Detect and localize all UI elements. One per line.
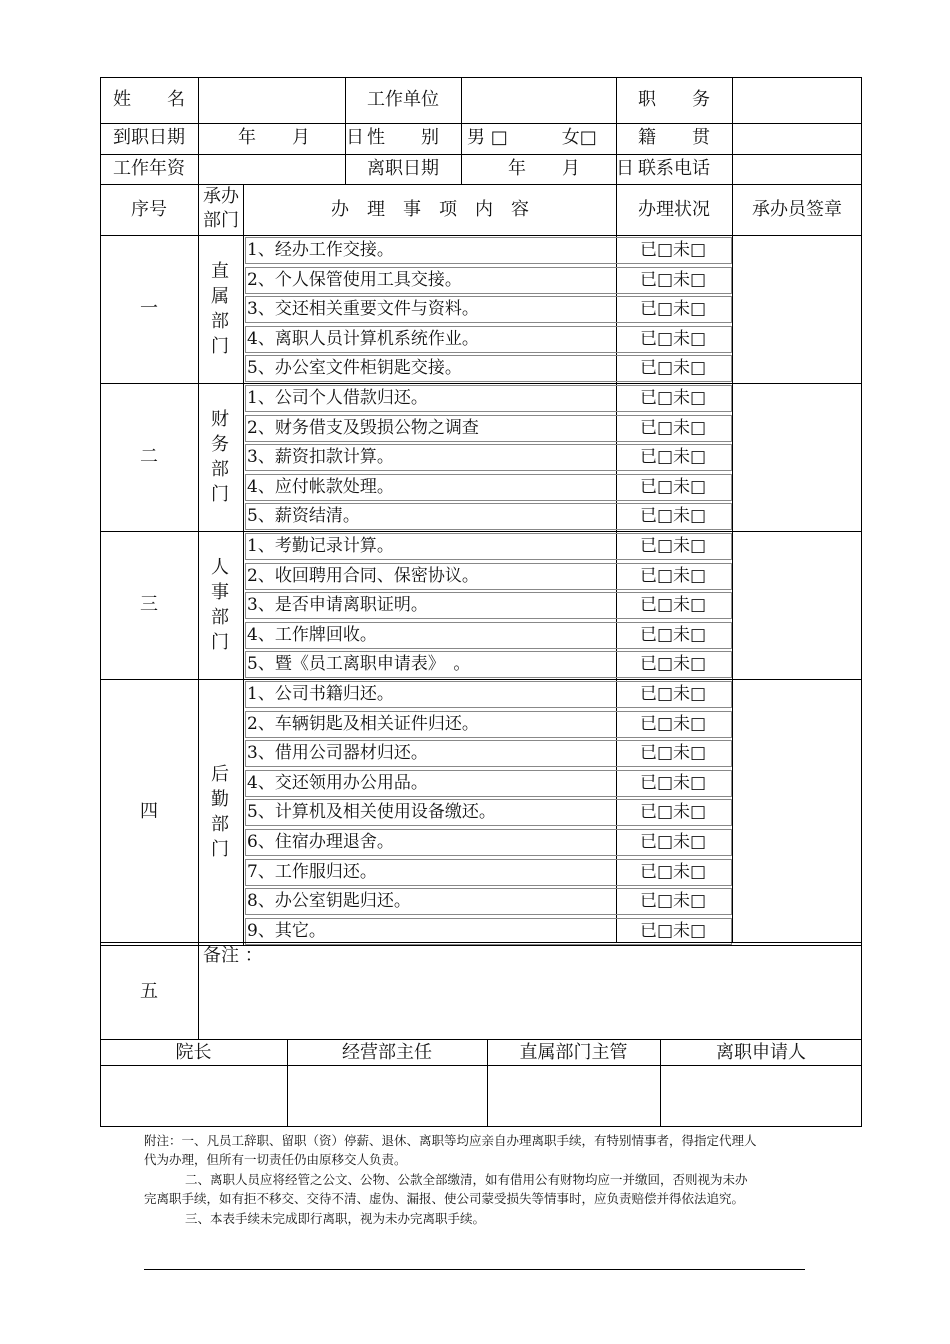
status-checkbox[interactable]: 已□未□ [640, 447, 707, 467]
status-checkbox[interactable]: 已□未□ [640, 773, 707, 793]
status-checkbox[interactable]: 已□未□ [640, 299, 707, 319]
checklist-item: 1、公司个人借款归还。 [247, 388, 428, 408]
section-no: 三 [140, 594, 158, 615]
checklist-item: 2、个人保管使用工具交接。 [247, 270, 462, 290]
checklist-item: 3、薪资扣款计算。 [247, 447, 394, 467]
gender-options[interactable]: 男 □ 女□ [467, 127, 597, 148]
origin-label: 籍 贯 [638, 127, 710, 148]
section-dept [200, 259, 240, 359]
status-checkbox[interactable]: 已□未□ [640, 388, 707, 408]
note-line-4: 完离职手续，如有拒不移交、交待不清、虚伪、漏报、使公司蒙受损失等情事时，应负责赔偿并得依法追究。 [144, 1191, 745, 1206]
checklist-item: 4、离职人员计算机系统作业。 [247, 329, 479, 349]
checklist-item: 9、其它。 [247, 921, 326, 941]
col-dept-line1: 承办 [203, 186, 239, 207]
handler-signature-field[interactable] [733, 532, 861, 678]
status-checkbox[interactable]: 已□未□ [640, 506, 707, 526]
checklist-item: 2、收回聘用合同、保密协议。 [247, 566, 479, 586]
col-no: 序号 [131, 199, 167, 220]
seniority-field[interactable] [199, 155, 345, 184]
checklist-item: 4、工作牌回收。 [247, 625, 377, 645]
status-checkbox[interactable]: 已□未□ [640, 684, 707, 704]
dept-char: 勤 [211, 789, 229, 810]
status-checkbox[interactable]: 已□未□ [640, 477, 707, 497]
checklist-item: 3、交还相关重要文件与资料。 [247, 299, 479, 319]
status-checkbox[interactable]: 已□未□ [640, 714, 707, 734]
dept-char: 部 [211, 311, 229, 332]
section-no: 四 [140, 801, 158, 822]
status-checkbox[interactable]: 已□未□ [640, 802, 707, 822]
remarks-label: 备注 ： [203, 945, 263, 966]
sign-applicant: 离职申请人 [716, 1042, 806, 1063]
status-checkbox[interactable]: 已□未□ [640, 240, 707, 260]
gender-label: 性 别 [367, 127, 439, 148]
checklist-item: 2、车辆钥匙及相关证件归还。 [247, 714, 479, 734]
section-dept [200, 407, 240, 507]
col-dept-line2: 部门 [203, 210, 239, 231]
footer-rule [144, 1269, 805, 1270]
col-status: 办理状况 [638, 199, 710, 220]
status-checkbox[interactable]: 已□未□ [640, 595, 707, 615]
status-checkbox[interactable]: 已□未□ [640, 921, 707, 941]
dept-char: 后 [211, 764, 229, 785]
handler-signature-field[interactable] [733, 384, 861, 530]
checklist-item: 3、是否申请离职证明。 [247, 595, 428, 615]
sign-field-applicant[interactable] [661, 1066, 861, 1126]
dept-char: 门 [211, 336, 229, 357]
dept-char: 部 [211, 814, 229, 835]
start-date-label: 到职日期 [113, 127, 185, 148]
sign-field-dean[interactable] [101, 1066, 287, 1126]
status-checkbox[interactable]: 已□未□ [640, 832, 707, 852]
sign-dean: 院长 [175, 1042, 212, 1063]
checklist-item: 5、办公室文件柜钥匙交接。 [247, 358, 462, 378]
status-checkbox[interactable]: 已□未□ [640, 536, 707, 556]
dept-char: 财 [211, 409, 229, 430]
checklist-item: 5、计算机及相关使用设备缴还。 [247, 802, 496, 822]
dept-char: 务 [211, 434, 229, 455]
remarks-no: 五 [140, 981, 158, 1002]
status-checkbox[interactable]: 已□未□ [640, 743, 707, 763]
sign-field-dept-supervisor[interactable] [488, 1066, 660, 1126]
phone-field[interactable] [733, 155, 861, 184]
sign-ops-director: 经营部主任 [342, 1042, 432, 1063]
section-dept [200, 762, 240, 862]
dept-char: 部 [211, 607, 229, 628]
note-line-5: 三、本表手续未完成即行离职，视为未办完离职手续。 [160, 1211, 486, 1226]
dept-char: 属 [211, 286, 229, 307]
checklist-item: 1、考勤记录计算。 [247, 536, 394, 556]
status-checkbox[interactable]: 已□未□ [640, 654, 707, 674]
phone-label: 联系电话 [638, 158, 710, 179]
checklist-item: 8、办公室钥匙归还。 [247, 891, 411, 911]
unit-field[interactable] [462, 78, 616, 123]
unit-label: 工作单位 [367, 89, 439, 110]
checklist-item: 2、财务借支及毁损公物之调查 [247, 418, 479, 438]
checklist-item: 3、借用公司器材归还。 [247, 743, 428, 763]
checklist-item: 1、公司书籍归还。 [247, 684, 394, 704]
note-line-2: 代为办理，但所有一切责任仍由原移交人负责。 [144, 1152, 407, 1167]
checklist-item: 1、经办工作交接。 [247, 240, 394, 260]
name-label: 姓 名 [113, 89, 185, 110]
note-line-1: 附注：一、凡员工辞职、留职（资）停薪、退休、离职等均应亲自办理离职手续，有特别情事者，得指定代理人 [144, 1133, 757, 1148]
status-checkbox[interactable]: 已□未□ [640, 418, 707, 438]
status-checkbox[interactable]: 已□未□ [640, 566, 707, 586]
status-checkbox[interactable]: 已□未□ [640, 358, 707, 378]
status-checkbox[interactable]: 已□未□ [640, 625, 707, 645]
dept-char: 部 [211, 459, 229, 480]
dept-char: 直 [211, 261, 229, 282]
name-field[interactable] [199, 78, 345, 123]
checklist-item: 5、薪资结清。 [247, 506, 360, 526]
dept-char: 门 [211, 484, 229, 505]
seniority-label: 工作年资 [113, 158, 185, 179]
dept-char: 事 [211, 582, 229, 603]
position-field[interactable] [733, 78, 861, 123]
checklist-item: 7、工作服归还。 [247, 862, 377, 882]
sign-dept-supervisor: 直属部门主管 [519, 1042, 628, 1063]
dept-char: 人 [211, 557, 229, 578]
position-label: 职 务 [638, 89, 710, 110]
status-checkbox[interactable]: 已□未□ [640, 891, 707, 911]
section-dept [200, 555, 240, 655]
col-content: 办 理 事 项 内 容 [331, 199, 529, 220]
handler-signature-field[interactable] [733, 680, 861, 944]
checklist-item: 4、应付帐款处理。 [247, 477, 394, 497]
dept-char: 门 [211, 632, 229, 653]
status-checkbox[interactable]: 已□未□ [640, 329, 707, 349]
remarks-field[interactable] [199, 968, 861, 1038]
checklist-item: 4、交还领用办公用品。 [247, 773, 428, 793]
leave-date-label: 离职日期 [367, 158, 439, 179]
origin-field[interactable] [733, 124, 861, 154]
leave-date-field[interactable]: 年 月 日 [508, 158, 634, 179]
sign-field-ops-director[interactable] [288, 1066, 487, 1126]
section-no: 二 [140, 446, 158, 467]
handler-signature-field[interactable] [733, 236, 861, 382]
checklist-item: 5、暨《员工离职申请表》 。 [247, 654, 471, 674]
note-line-3: 二、离职人员应将经管之公文、公物、公款全部缴清，如有借用公有财物均应一并缴回，否则视为未办 [160, 1172, 748, 1187]
status-checkbox[interactable]: 已□未□ [640, 270, 707, 290]
start-date-field[interactable]: 年 月 日 [238, 127, 364, 148]
status-checkbox[interactable]: 已□未□ [640, 862, 707, 882]
dept-char: 门 [211, 839, 229, 860]
section-no: 一 [140, 298, 158, 319]
checklist-item: 6、住宿办理退舍。 [247, 832, 394, 852]
col-sign: 承办员签章 [752, 199, 842, 220]
